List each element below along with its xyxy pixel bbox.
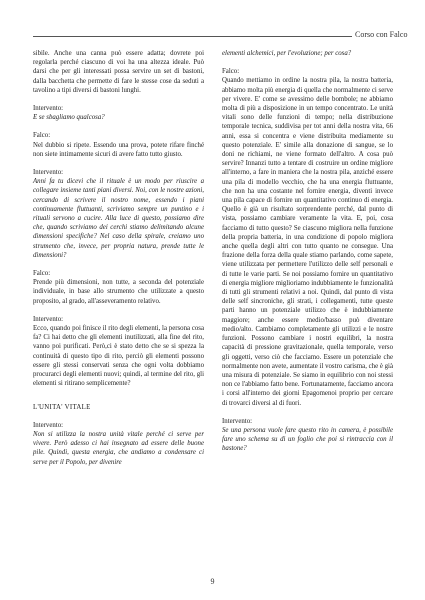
question-text: E se sbagliamo qualcosa?	[33, 114, 105, 122]
speaker-label: Falco:	[222, 68, 240, 76]
speaker-label: Intervento:	[222, 417, 253, 425]
running-header-title: Corso con Falco	[355, 30, 408, 39]
speaker-label: Falco:	[33, 132, 51, 140]
page-number: 9	[210, 577, 215, 586]
right-column	[222, 49, 393, 454]
question-text: Ecco, quando poi finisce il rito degli elementi, la persona cosa fa? Ci hai detto che gli elementi inutilizzati, alla fine del rito, vanno poi purificati. Però,ci è stato detto che se si spezza la continuità di questo tipo di rito, perciò gli elementi possono essere gli stessi conservati senza che ogni volta dobbiamo procurarci degli elementi nuovi; quindi, al termine del rito, gli elementi si ritirano semplicemente?	[33, 325, 204, 388]
left-column	[33, 49, 204, 467]
question-text: Se una persona vuole fare questo rito in camera, è possibile fare uno schema su di un foglio che poi si rintraccia con il bastone?	[222, 426, 393, 453]
question-text: Non si utilizza la nostra unità vitale perché ci serve per vivere. Però adesso ci hai insegnato ad essere delle buone pile. Quindi, questa energia, che andiamo a condensare ci serve per il Popolo, per divenire	[33, 430, 204, 466]
question-text: Anni fa tu dicevi che il rituale è un modo per riuscire a collegare insieme tanti piani diversi. Noi, con le nostre azioni, cercando di scrivere il nostro nome, essendo i piani continuamente fluttuanti, scriviamo sempre un puntino e i rituali servono a cucire. Alla luce di questo, possiamo dire che, quando scriviamo dei cerchi stiamo delimitando alcune dimensioni specifiche? Nel caso della spirale, creiamo uno strumento che, invece, per propria natura, prende tutte le dimensioni?	[33, 178, 204, 259]
speaker-label: Intervento:	[33, 315, 64, 323]
answer-text: Nel dubbio si ripete. Essendo una prova, potete rifare finché non siete intimamente sicuri di avere fatto tutto giusto.	[33, 141, 204, 158]
speaker-label: Intervento:	[33, 169, 64, 177]
answer-text: Quando mettiamo in ordine la nostra pila, la nostra batteria, abbiamo molta più energia di quella che normalmente ci serve per vivere. E' come se avessimo delle bombole; ne abbiamo molta di più a disposizione in un tempo concentrato. Le unità vitali sono delle funzioni di tempo; nella distribuzione temporale tecnica, suddivisa per tot anni della nostra vita, 66 anni, essa si concentra e viene distribuita mediamente su questo potenziale. E' simile alla donazione di sangue, se lo doni ne richiami, ne viene formato dell'altro. A cosa può servire? Innanzi tutto a tentare di costruire un ordine migliore all'interno, a fare in maniera che la nostra pila, anziché essere una pila di modello vecchio, che ha una energia fluttuante, che non ha una costante nel fornire energia, diventi invece una pila capace di fornire un quantitativo continuo di energia. Quello è già un risultato sorprendente perché, dal punto di vista, possiamo cambiare veramente la vita. E, poi, cosa facciamo di tutto questo? Se ciascuno migliora nella funzione della propria batteria, in una condizione di popolo migliora anche quella degli altri con tutto quanto ne consegue. Una frazione della forza della quale stiamo parlando, come sapete, viene utilizzata per permettere l'utilizzo delle self personali e di tutte le varie parti. Se noi possiamo fornire un quantitativo di energia migliore miglioriamo indubbiamente le funzionalità di tutti gli strumenti relativi a noi. Quindi, dal punto di vista delle self sincroniche, gli strati, i collegamenti, tutte queste parti hanno un potenziale utilizzo che è indubbiamente maggiore; anche essere medio/basso può diventare medio/alto. Cambiamo completamente gli utilizzi e le nostre funzioni. Possono cambiare i nostri equilibri, la nostra capacità di pressione gravitazionale, quella temporale, verso gli oggetti, verso ciò che facciamo. Essere un potenziale che normalmente non avete, aumentate il vostro carisma, che è già una misura di potenziale. Se siamo in equilibrio con noi stessi non ce l'abbiamo fatto bene. Fortunatamente, facciamo ancora i corsi all'interno dei giorni Epagomenoi proprio per cercare di trovarci diversi al di fuori.	[222, 77, 393, 407]
speaker-label: Intervento:	[33, 105, 64, 113]
speaker-label: Intervento:	[33, 421, 64, 429]
speaker-label: Falco:	[33, 270, 51, 278]
section-heading: L'UNITA' VITALE	[33, 403, 91, 411]
header-rule	[33, 36, 352, 37]
paragraph: sibile. Anche una canna può essere adatta; dovrete poi regolarla perché ciascuno di voi ha una altezza ideale. Può darsi che per gli interessati possa servire un set di bastoni, dalla bacchetta che permette di fare le stesse cose da seduti a tavolino a tipi diversi di bastoni lunghi.	[33, 50, 204, 94]
answer-text: Prende più dimensioni, non tutte, a seconda del potenziale individuale, in base allo strumento che utilizzate a questo proposito, al grado, all'asseveramento relativo.	[33, 279, 204, 305]
question-text-continued: elementi alchemici, per l'evoluzione; per cosa?	[222, 50, 352, 57]
